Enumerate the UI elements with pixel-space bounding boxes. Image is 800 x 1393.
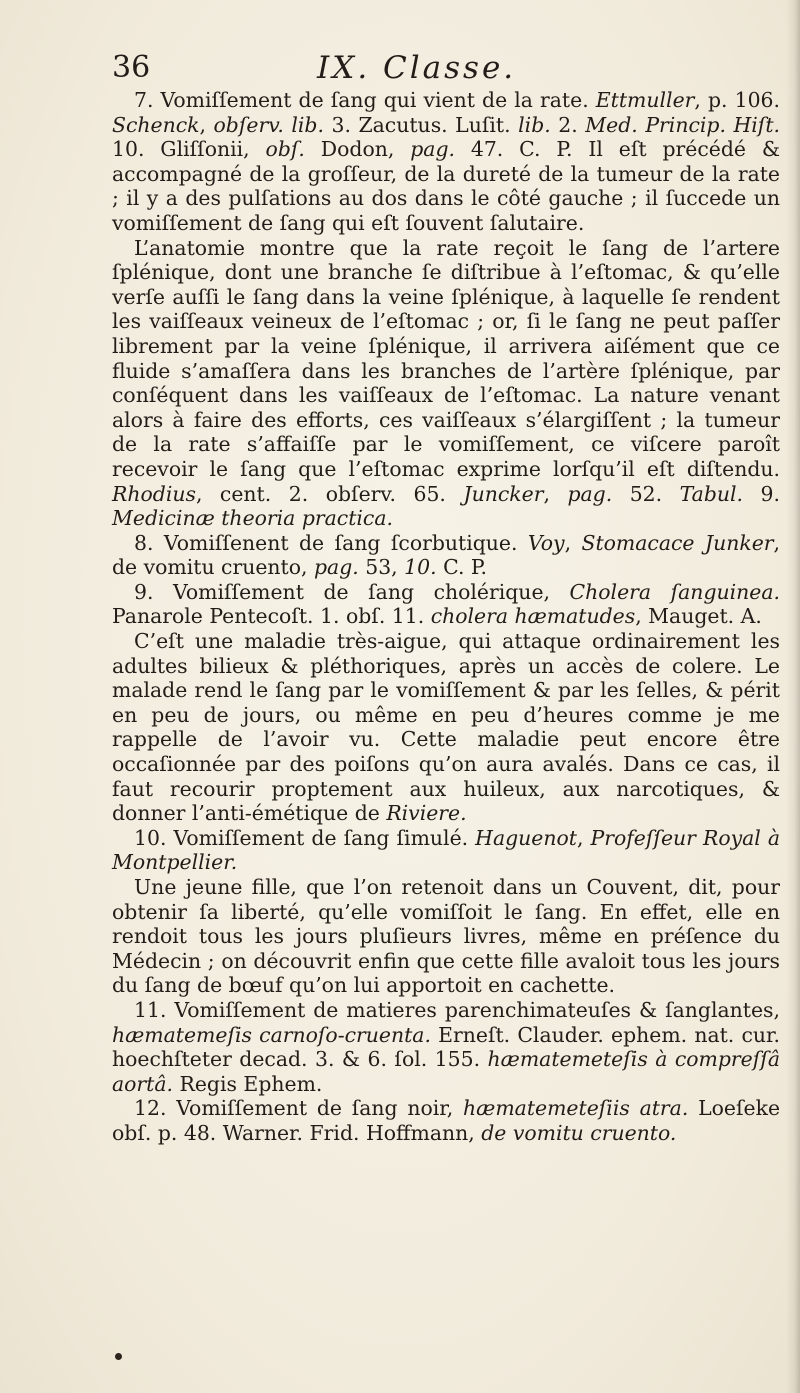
entry-paragraph xyxy=(112,580,780,629)
entry-paragraph xyxy=(112,998,780,1096)
italic-text: Med. Princip. Hiſt. xyxy=(585,112,780,137)
entry-paragraph xyxy=(112,1096,780,1145)
text-run: 10. Vomiſſement de ſang ſimulé. xyxy=(134,825,476,850)
italic-text: de vomitu cruento. xyxy=(481,1120,677,1145)
running-header xyxy=(112,48,772,88)
text-run: , xyxy=(543,481,568,506)
italic-text: Profeſſeur Royal à Montpellier. xyxy=(112,825,780,875)
entry-paragraph xyxy=(112,236,780,531)
text-run: 9. Vomiſſement de ſang cholérique, xyxy=(134,579,570,604)
italic-text: hæmatemeteſis à compreſſâ aortâ. xyxy=(112,1047,780,1096)
italic-text: Medicinæ theoria practica. xyxy=(112,506,393,531)
italic-text: pag. xyxy=(410,137,455,162)
text-run: Dodon, xyxy=(304,137,411,162)
text-run: , de vomitu cruento, xyxy=(112,530,781,580)
entry-paragraph xyxy=(112,629,780,826)
text-run: 53, xyxy=(358,555,405,580)
text-run: , cent. 2. obſerv. 65. xyxy=(195,481,464,506)
text-run: L’anatomie montre que la rate reçoit le ſang de l’artere ſplénique, dont une branche ſe diſtribue à l’eſtomac, & qu’elle verſe auſſi le ſang dans la veine ſplénique, à laquelle ſe rendent les vaiſſeaux veineux de l’eſtomac ; or, ſi le ſang ne peut paſſer librement par la veine ſplénique, il arrivera aiſément que ce fluide s’amaſſera dans les branches de l’artère ſplénique, par conſéquent dans les vaiſſeaux de l’eſtomac. La nature venant alors à faire des efforts, ces vaiſſeaux s’élargiſſent ; la tumeur de la rate s’affaiſſe par le vomiſſement, ce viſcere paroît recevoir le ſang que l’eſtomac exprime lorſqu’il eſt diſtendu. xyxy=(112,235,780,481)
italic-text: cholera hæmatudes xyxy=(430,604,636,629)
running-title: IX. Classe. xyxy=(317,50,517,86)
page-number: 36 xyxy=(112,50,151,85)
text-run: 9. xyxy=(743,481,780,506)
italic-text: Rhodius xyxy=(112,481,196,506)
italic-text: Stomacace Junker xyxy=(581,530,774,555)
italic-text: 10. xyxy=(404,555,437,580)
entry-paragraph xyxy=(112,531,780,580)
text-run: C’eſt une maladie très-aigue, qui attaque ordinairement les adultes bilieux & pléthoriques, après un accès de colere. Le malade rend le ſang par le vomiſſement & par les ſelles, & périt en peu de jours, ou même en peu d’heures comme je me rappelle de l’avoir vu. Cette maladie peut encore être occaſionnée par des poiſons qu’on aura avalés. Dans ce cas, il faut recourir proptement aux huileux, aux narcotiques, & donner l’anti-émétique de xyxy=(112,629,780,826)
text-run: Erneſt. Clauder. ephem. nat. cur. hoechſteter decad. 3. & 6. ſol. 155. xyxy=(112,1022,780,1072)
italic-text: hæmatemeſis carnoſo-cruenta. xyxy=(112,1022,431,1047)
italic-text: pag. xyxy=(314,555,359,580)
italic-text: Ettmuller xyxy=(595,88,695,112)
text-run: , xyxy=(564,530,582,555)
page-edge-shadow xyxy=(786,0,800,1393)
text-run: , xyxy=(576,825,591,850)
entry-paragraph xyxy=(112,88,780,236)
text-run: 12. Vomiſſement de ſang noir, xyxy=(134,1096,464,1121)
text-run: , xyxy=(199,112,214,137)
text-run: 11. Vomiſſement de matieres parenchimateuſes & ſanglantes, xyxy=(134,997,780,1022)
entry-paragraph xyxy=(112,875,780,998)
text-run: 47. C. P. Il eſt précédé & accompagné de la groſſeur, de la dureté de la tumeur de la rate ; il y a des pulſations au dos dans le côté gauche ; il ſuccede un vomiſſement de ſang qui eſt ſouvent ſalutaire. xyxy=(112,137,781,235)
italic-text: Haguenot xyxy=(475,825,577,850)
italic-text: obſerv. lib. xyxy=(213,112,324,137)
ink-mark xyxy=(115,1353,122,1360)
italic-text: pag. xyxy=(567,481,613,506)
text-run: Panarole Pentecoſt. 1. obſ. 11. xyxy=(112,604,431,629)
text-run: C. P. xyxy=(436,555,487,580)
italic-text: Tabul. xyxy=(679,481,744,506)
text-run: 10. Gliſſonii, xyxy=(112,137,266,162)
italic-text: Juncker xyxy=(463,481,544,506)
italic-text: Riviere. xyxy=(386,801,467,826)
text-run: 8. Vomiſſenent de ſang ſcorbutique. xyxy=(134,530,528,555)
text-run: , p. 106. xyxy=(694,88,780,112)
italic-text: Cholera ſanguinea. xyxy=(569,579,780,604)
italic-text: hæmatemeteſiis atra. xyxy=(463,1096,689,1121)
text-run: 52. xyxy=(612,481,680,506)
italic-text: obſ. xyxy=(265,137,305,162)
italic-text: Schenck xyxy=(112,112,200,137)
entry-paragraph xyxy=(112,826,780,875)
text-run: Regis Ephem. xyxy=(173,1071,323,1096)
text-run: , Mauget. A. xyxy=(635,604,762,629)
text-run: 2. xyxy=(550,112,586,137)
italic-text: Voy xyxy=(527,530,565,555)
body-text xyxy=(112,88,780,1146)
text-run: 3. Zacutus. Luſit. xyxy=(323,112,519,137)
text-run: Une jeune fille, que l’on retenoit dans un Couvent, dit, pour obtenir ſa liberté, qu’elle vomiſſoit le ſang. En effet, elle en rendoit tous les jours pluſieurs livres, même en préſence du Médecin ; on découvrit enfin que cette fille avaloit tous les jours du ſang de bœuf qu’on lui apportoit en cachette. xyxy=(112,875,780,998)
italic-text: lib. xyxy=(518,112,551,137)
text-run: Loeſeke obſ. p. 48. Warner. Frid. Hoffmann, xyxy=(112,1096,781,1145)
text-run: 7. Vomiſſement de ſang qui vient de la rate. xyxy=(134,88,596,112)
